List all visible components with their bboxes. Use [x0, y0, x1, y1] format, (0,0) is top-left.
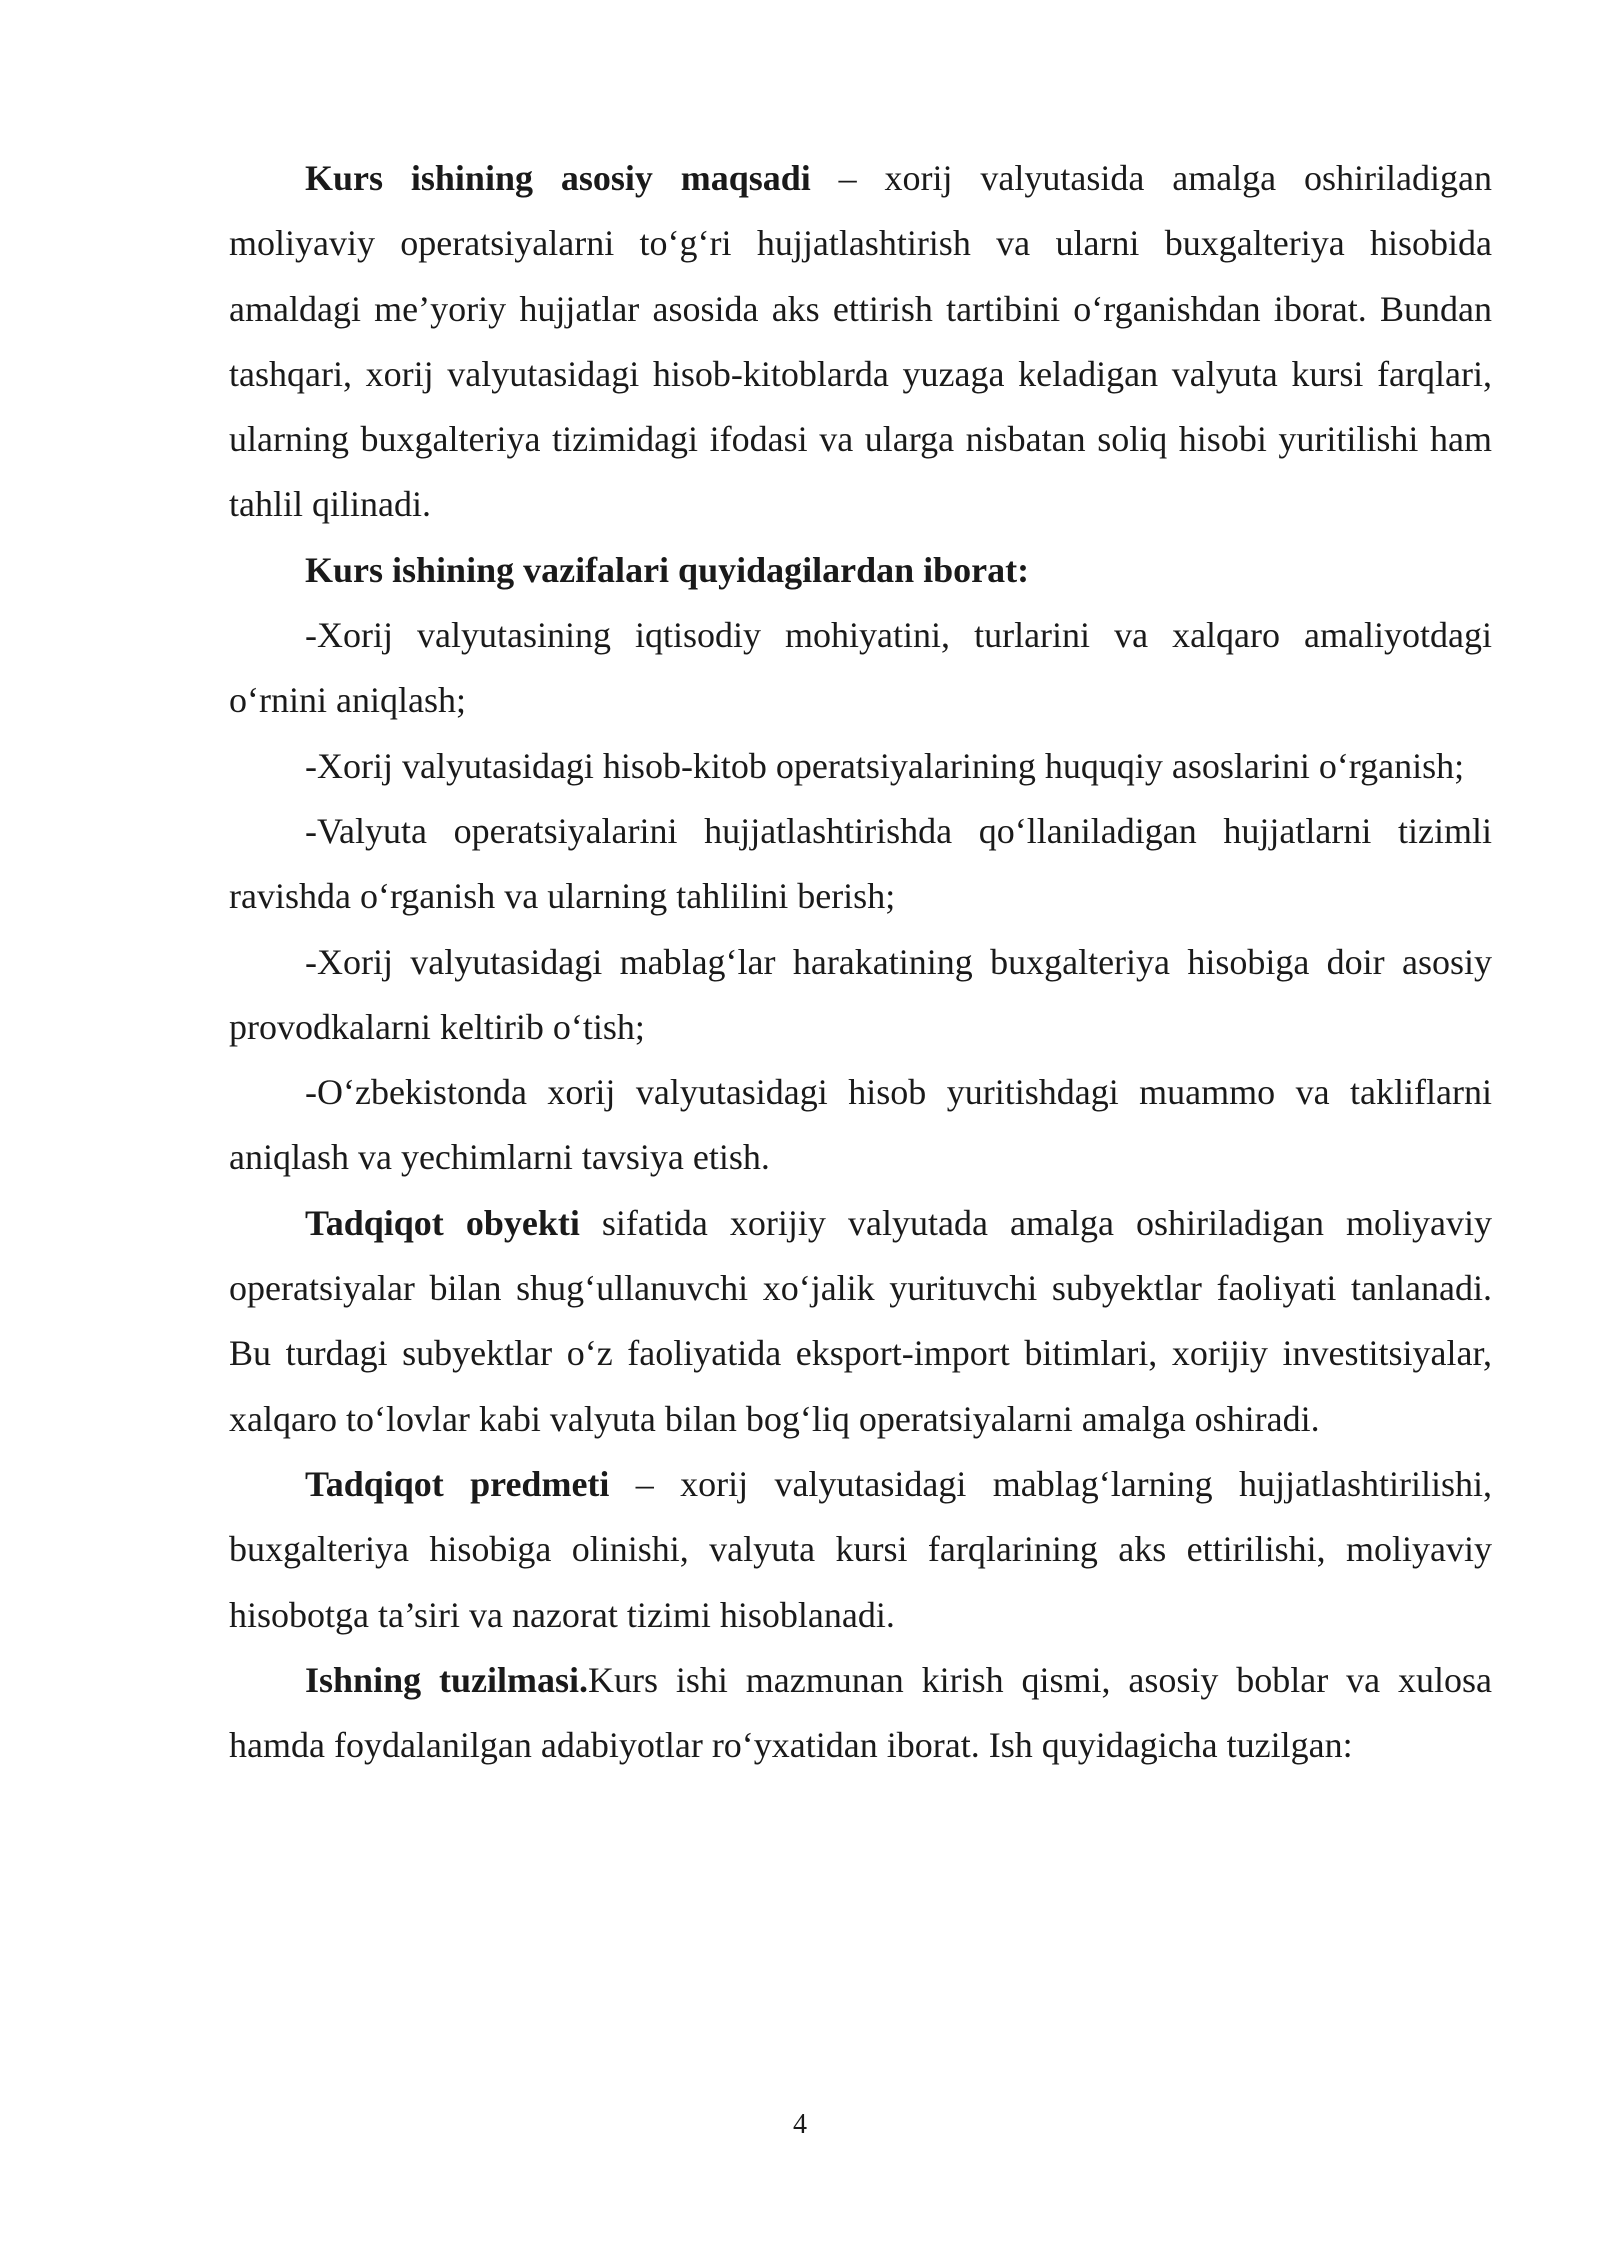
paragraph-lead: Ishning tuzilmasi.	[305, 1659, 588, 1700]
task-item	[229, 734, 1492, 799]
page-number: 4	[793, 2109, 807, 2140]
task-text: -Xorij valyutasining iqtisodiy mohiyatini, turlarini va xalqaro amaliyotdagi o‘rnini aniqlash;	[229, 615, 1492, 721]
paragraph-text: sifatida xorijiy valyutada amalga oshiriladigan moliyaviy operatsiyalar bilan shug‘ullanuvchi xo‘jalik yurituvchi subyektlar faoliyati tanlanadi. Bu turdagi subyektlar o‘z faoliyatida eksport-import bitimlari, xorijiy investitsiyalar, xalqaro to‘lovlar kabi valyuta bilan bog‘liq operatsiyalarni amalga oshiradi.	[229, 1202, 1492, 1439]
task-item	[229, 930, 1492, 1061]
paragraph-text: – xorij valyutasida amalga oshiriladigan moliyaviy operatsiyalarni to‘g‘ri hujjatlashtirish va ularni buxgalteriya hisobida amaldagi me’yoriy hujjatlar asosida aks ettirish tartibini o‘rganishdan iborat. Bundan tashqari, xorij valyutasidagi hisob-kitoblarda yuzaga keladigan valyuta kursi farqlari, ularning buxgalteriya tizimidagi ifodasi va ularga nisbatan soliq hisobi yuritilishi ham tahlil qilinadi.	[229, 158, 1492, 525]
task-text: -Xorij valyutasidagi hisob-kitob operatsiyalarining huquqiy asoslarini o‘rganish;	[305, 745, 1465, 786]
paragraph-research-subject	[229, 1452, 1492, 1648]
paragraph-purpose	[229, 146, 1492, 538]
task-item	[229, 603, 1492, 734]
paragraph-lead: Tadqiqot predmeti	[305, 1463, 610, 1504]
heading-text: Kurs ishining vazifalari quyidagilardan iborat:	[305, 549, 1030, 590]
paragraph-research-object	[229, 1191, 1492, 1452]
paragraph-text: Kurs ishi mazmunan kirish qismi, asosiy boblar va xulosa hamda foydalanilgan adabiyotlar ro‘yxatidan iborat. Ish quyidagicha tuzilgan:	[229, 1659, 1492, 1766]
paragraph-structure	[229, 1648, 1492, 1779]
tasks-heading	[229, 538, 1492, 603]
paragraph-lead: Kurs ishining asosiy maqsadi	[305, 158, 811, 198]
document-body	[229, 146, 1492, 1778]
paragraph-lead: Tadqiqot obyekti	[305, 1202, 580, 1243]
task-item	[229, 799, 1492, 930]
paragraph-text: – xorij valyutasidagi mablag‘larning hujjatlashtirilishi, buxgalteriya hisobiga olinishi, valyuta kursi farqlarining aks ettirilishi, moliyaviy hisobotga ta’siri va nazorat tizimi hisoblanadi.	[229, 1463, 1492, 1635]
task-text: -Xorij valyutasidagi mablag‘lar harakatining buxgalteriya hisobiga doir asosiy provodkalarni keltirib o‘tish;	[229, 941, 1492, 1047]
task-text: -O‘zbekistonda xorij valyutasidagi hisob yuritishdagi muammo va takliflarni aniqlash va yechimlarni tavsiya etish.	[229, 1072, 1492, 1178]
task-item	[229, 1060, 1492, 1191]
task-text: -Valyuta operatsiyalarini hujjatlashtirishda qo‘llaniladigan hujjatlarni tizimli ravishda o‘rganish va ularning tahlilini berish;	[229, 810, 1492, 917]
